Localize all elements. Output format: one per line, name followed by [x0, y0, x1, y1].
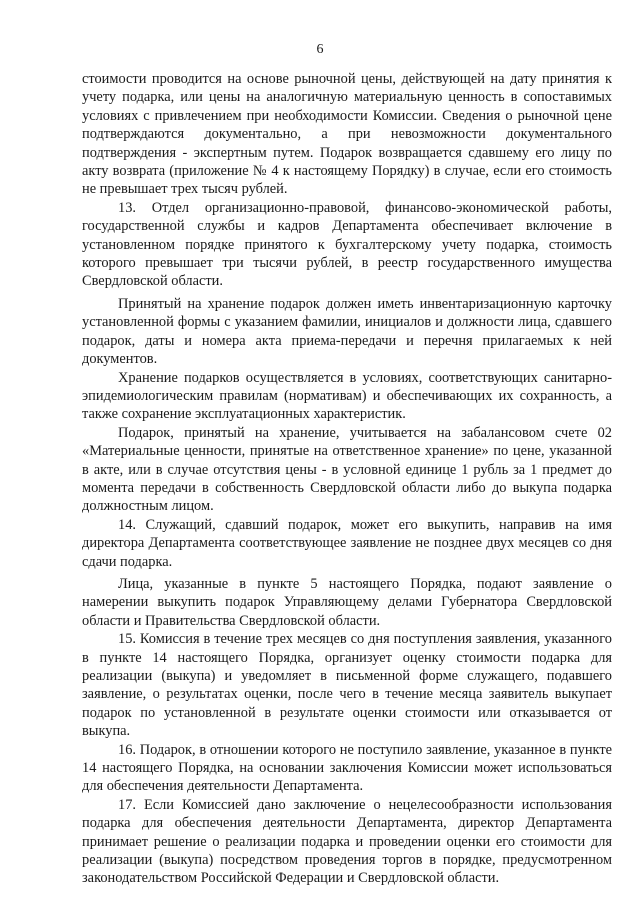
paragraph-item-13: 13. Отдел организационно-правовой, финансово-экономической работы, государственной службы и кадров Департамента обеспечивает включение в установленном порядке принятого к бухгалтерскому учету подарка, стоимость которого превышает три тысячи рублей, в реестр государственного имущества Свердловской области. — [82, 199, 612, 290]
paragraph-item-17: 17. Если Комиссией дано заключение о нецелесообразности использования подарка для обеспечения деятельности Департамента, директор Департамента принимает решение о реализации подарка и проведении оценки его стоимости для реализации (выкупа) посредством проведения торгов в порядке, предусмотренном законодательством Российской Федерации и Свердловской области. — [82, 796, 612, 887]
paragraph-item-14: 14. Служащий, сдавший подарок, может его выкупить, направив на имя директора Департамента соответствующее заявление не позднее двух месяцев со дня сдачи подарка. — [82, 516, 612, 570]
paragraph-storage-card: Принятый на хранение подарок должен иметь инвентаризационную карточку установленной формы с указанием фамилии, инициалов и должности лица, сдавшего подарок, даты и номера акта приема-передачи и перечня прилагаемых к ней документов. — [82, 295, 612, 368]
page-number: 6 — [316, 42, 324, 57]
document-body — [82, 70, 612, 888]
paragraph-off-balance: Подарок, принятый на хранение, учитывается на забалансовом счете 02 «Материальные ценности, принятые на ответственное хранение» по цене, указанной в акте, или в случае отсутствия цены - в условной единице 1 рубль за 1 предмет до момента передачи в собственность Свердловской области либо до выкупа подарка должностным лицом. — [82, 424, 612, 515]
paragraph-continuation: стоимости проводится на основе рыночной цены, действующей на дату принятия к учету подарка, или цены на аналогичную материальную ценность в сопоставимых условиях с привлечением при необходимости Комиссии. Сведения о рыночной цене подтверждаются документально, а при невозможности документального подтверждения - экспертным путем. Подарок возвращается сдавшему его лицу по акту возврата (приложение № 4 к настоящему Порядку) в случае, если его стоимость не превышает трех тысяч рублей. — [82, 71, 612, 198]
paragraph-item-15: 15. Комиссия в течение трех месяцев со дня поступления заявления, указанного в пункте 14 настоящего Порядка, организует оценку стоимости подарка для реализации (выкупа) и уведомляет в письменной форме служащего, подавшего заявление, о результатах оценки, после чего в течение месяца заявитель выкупает подарок по установленной в результате оценки стоимости или отказывается от выкупа. — [82, 631, 612, 740]
paragraph-item-16: 16. Подарок, в отношении которого не поступило заявление, указанное в пункте 14 настоящего Порядка, на основании заключения Комиссии может использоваться для обеспечения деятельности Департамента. — [82, 741, 612, 795]
paragraph-item-5-persons: Лица, указанные в пункте 5 настоящего Порядка, подают заявление о намерении выкупить подарок Управляющему делами Губернатора Свердловской области и Правительства Свердловской области. — [82, 575, 612, 629]
paragraph-storage-conditions: Хранение подарков осуществляется в условиях, соответствующих санитарно-эпидемиологическим правилам (нормативам) и обеспечивающих их сохранность, а также сохранение эксплуатационных характеристик. — [82, 369, 612, 423]
